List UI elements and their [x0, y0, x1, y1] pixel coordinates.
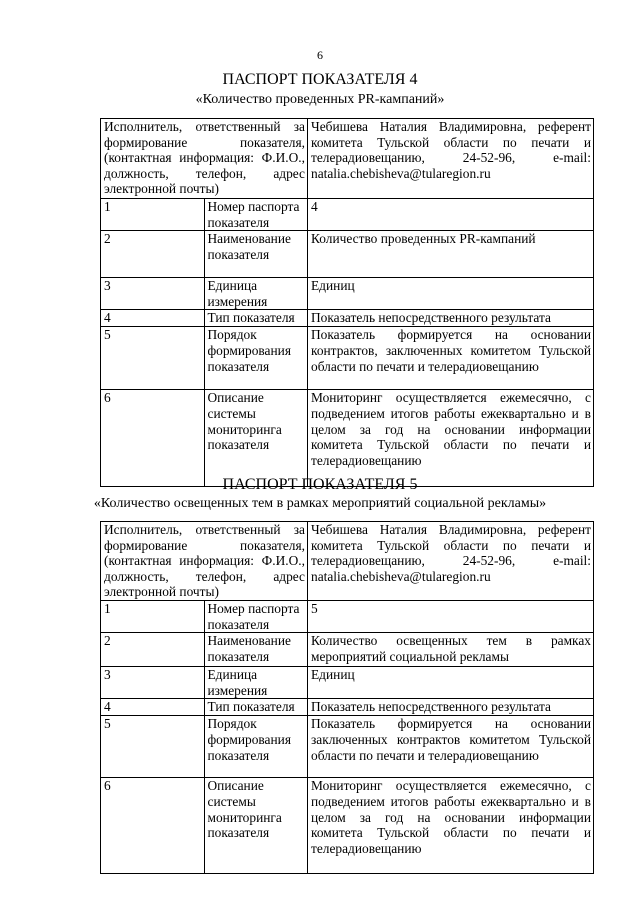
row-value: 4: [308, 199, 594, 231]
table-row: [101, 633, 594, 667]
passport-4-table: [100, 118, 594, 487]
row-label: Тип показателя: [204, 310, 308, 327]
row-label: Порядок формирования показателя: [204, 327, 308, 390]
page-number: 6: [317, 48, 323, 62]
table-row: [101, 119, 594, 199]
table-row: [101, 278, 594, 310]
row-number: 3: [101, 278, 205, 310]
row-label: Порядок формирования показателя: [204, 716, 308, 778]
row-number: 1: [101, 600, 205, 632]
row-label: Единица измерения: [204, 278, 308, 310]
table-row: [101, 716, 594, 778]
row-value: Единиц: [308, 667, 594, 699]
row-number: 3: [101, 667, 205, 699]
row-number: 6: [101, 390, 205, 487]
row-label: Тип показателя: [204, 699, 308, 716]
table-row: [101, 600, 594, 632]
row-label: Наименование показателя: [204, 231, 308, 278]
table-row: [101, 390, 594, 487]
row-value: Показатель непосредственного результата: [308, 310, 594, 327]
row-number: 2: [101, 633, 205, 667]
passport-5-table: [100, 521, 594, 874]
table-row: [101, 667, 594, 699]
row-value: Показатель формируется на основании контрактов, заключенных комитетом Тульской области по печати и телерадиовещанию: [308, 327, 594, 390]
executor-value: Чебишева Наталия Владимировна, референт комитета Тульской области по печати и телерадиовещанию, 24-52-96, e-mail: natalia.chebisheva@tularegion.ru: [308, 119, 594, 199]
row-value: Мониторинг осуществляется ежемесячно, с подведением итогов работы ежеквартально и в целом за год на основании информации комитета Тульской области по печати и телерадиовещанию: [308, 778, 594, 874]
row-value: Мониторинг осуществляется ежемесячно, с подведением итогов работы ежеквартально и в целом за год на основании информации комитета Тульской области по печати и телерадиовещанию: [308, 390, 594, 487]
table-row: [101, 778, 594, 874]
row-number: 6: [101, 778, 205, 874]
table-row: [101, 231, 594, 278]
row-value: Единиц: [308, 278, 594, 310]
row-value: Показатель формируется на основании заключенных контрактов комитетом Тульской области по печати и телерадиовещанию: [308, 716, 594, 778]
passport-4-subtitle: «Количество проведенных PR-кампаний»: [195, 92, 445, 107]
passport-5-title: ПАСПОРТ ПОКАЗАТЕЛЯ 5: [222, 476, 418, 493]
row-number: 5: [101, 327, 205, 390]
row-value: 5: [308, 600, 594, 632]
executor-label: Исполнитель, ответственный за формирование показателя, (контактная информация: Ф.И.О., должность, телефон, адрес электронной почты): [101, 522, 308, 601]
executor-label: Исполнитель, ответственный за формирование показателя, (контактная информация: Ф.И.О., должность, телефон, адрес электронной почты): [101, 119, 308, 199]
row-number: 2: [101, 231, 205, 278]
row-number: 5: [101, 716, 205, 778]
row-number: 4: [101, 310, 205, 327]
row-label: Описание системы мониторинга показателя: [204, 778, 308, 874]
table-row: [101, 199, 594, 231]
table-row: [101, 522, 594, 601]
passport-5-subtitle: «Количество освещенных тем в рамках мероприятий социальной рекламы»: [93, 496, 547, 511]
table-row: [101, 310, 594, 327]
row-value: Показатель непосредственного результата: [308, 699, 594, 716]
row-number: 1: [101, 199, 205, 231]
row-label: Наименование показателя: [204, 633, 308, 667]
row-value: Количество освещенных тем в рамках мероприятий социальной рекламы: [308, 633, 594, 667]
row-number: 4: [101, 699, 205, 716]
table-row: [101, 327, 594, 390]
row-label: Описание системы мониторинга показателя: [204, 390, 308, 487]
executor-value: Чебишева Наталия Владимировна, референт комитета Тульской области по печати и телерадиовещанию, 24-52-96, e-mail: natalia.chebisheva@tularegion.ru: [308, 522, 594, 601]
row-label: Номер паспорта показателя: [204, 199, 308, 231]
table-row: [101, 699, 594, 716]
row-label: Номер паспорта показателя: [204, 600, 308, 632]
passport-4-title: ПАСПОРТ ПОКАЗАТЕЛЯ 4: [222, 71, 418, 88]
row-label: Единица измерения: [204, 667, 308, 699]
row-value: Количество проведенных PR-кампаний: [308, 231, 594, 278]
